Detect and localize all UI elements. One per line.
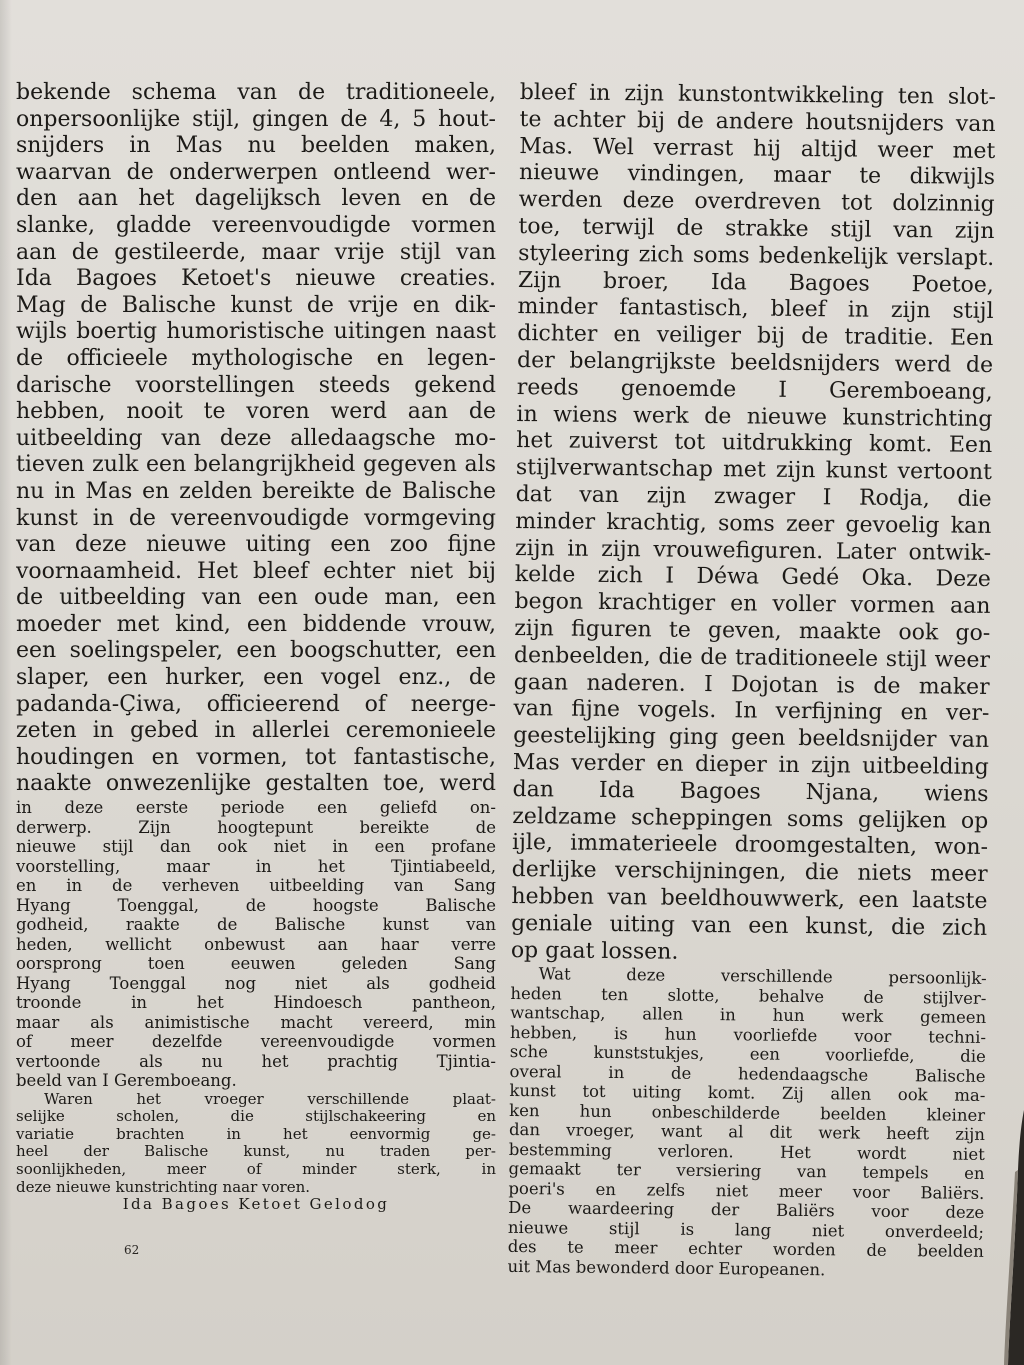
right-text-column: [507, 80, 996, 1281]
text-line: beeld van I Geremboeang.: [16, 1071, 237, 1091]
text-line: ken hun onbeschilderde beelden kleiner: [509, 1100, 986, 1125]
text-line: waarvan de onderwerpen ontleend wer-: [16, 159, 496, 185]
text-line: godheid, raakte de Balische kunst van: [16, 915, 496, 935]
text-line: zeldzame scheppingen soms gelijken op: [512, 803, 989, 834]
text-line: nieuwe vindingen, maar te dikwijls: [518, 160, 996, 191]
text-line: dat van zijn zwager I Rodja, die: [515, 481, 992, 512]
text-line: tieven zulk een belangrijkheid gegeven als: [16, 452, 496, 478]
text-line: bekende schema van de traditioneele,: [16, 80, 496, 105]
text-line: ijle, immaterieele droomgestalten, won-: [511, 830, 989, 861]
text-line: der belangrijkste beeldsnijders werd de: [516, 347, 994, 378]
text-line: derlijke verschijningen, die niets meer: [511, 857, 988, 888]
text-line: wantschap, allen in hun werk gemeen: [510, 1003, 987, 1028]
text-line: toe, terwijl de strakke stijl van zijn: [518, 213, 995, 244]
text-line: Mas verder en dieper in zijn uitbeelding: [512, 749, 989, 780]
text-line: gaan naderen. I Dojotan is de maker: [513, 669, 990, 700]
left-text-column: [16, 80, 496, 1214]
text-line: denbeelden, die de traditioneele stijl weer: [513, 642, 991, 673]
page-number: 62: [124, 1243, 140, 1257]
text-line: aan de gestileerde, maar vrije stijl van: [16, 239, 496, 265]
text-line: begon krachtiger en voller vormen aan: [514, 589, 991, 620]
text-line: oorsprong toen eeuwen geleden Sang: [16, 954, 496, 974]
text-line: en in de verheven uitbeelding van Sang: [16, 876, 496, 896]
text-line: minder fantastisch, bleef in zijn stijl: [517, 294, 994, 325]
text-line: snijders in Mas nu beelden maken,: [16, 133, 496, 159]
text-line: uitbeelding van deze alledaagsche mo-: [16, 425, 496, 451]
text-line: hebben van beeldhouwwerk, een laatste: [511, 883, 988, 914]
text-line: kelde zich I Déwa Gedé Oka. Deze: [514, 562, 991, 593]
text-line: heden, wellicht onbewust aan haar verre: [16, 934, 496, 954]
page-edge-curl: [978, 1110, 1024, 1365]
text-line: slanke, gladde vereenvoudigde vormen: [16, 212, 496, 238]
text-line: De waardeering der Baliërs voor deze: [508, 1198, 985, 1223]
text-line: gemaakt ter versiering van tempels en: [508, 1159, 985, 1184]
text-line: geniale uiting van een kunst, die zich: [511, 910, 988, 941]
text-line: van deze nieuwe uiting een zoo fijne: [16, 532, 496, 558]
text-line: of meer dezelfde vereenvoudigde vormen: [16, 1032, 496, 1052]
text-line: darische voorstellingen steeds gekend: [16, 372, 496, 398]
text-line: padanda-Çiwa, officieerend of neerge-: [16, 691, 496, 717]
text-line: zeten in gebed in allerlei ceremonieele: [16, 718, 496, 744]
text-line: Mas. Wel verrast hij altijd weer met: [519, 133, 996, 164]
text-line: Zijn broer, Ida Bagoes Poetoe,: [517, 267, 995, 298]
text-line: kunst tot uiting komt. Zij allen ook ma-: [509, 1081, 986, 1106]
text-line: kunst in de vereenvoudigde vormgeving: [16, 505, 496, 531]
text-line: de officieele mythologische en legen-: [16, 345, 496, 371]
text-line: de uitbeelding van een oude man, een: [16, 585, 496, 611]
text-line: het zuiverst tot uitdrukking komt. Een: [516, 428, 993, 459]
text-line: dan Ida Bagoes Njana, wiens: [512, 776, 989, 807]
text-line: minder krachtig, soms zeer gevoelig kan: [515, 508, 992, 539]
text-line: werden deze overdreven tot dolzinnig: [518, 187, 995, 218]
text-line: Hyang Toenggal nog niet als godheid: [16, 973, 496, 993]
text-line: overal in de hedendaagsche Balische: [509, 1061, 986, 1086]
text-line: nu in Mas en zelden bereikte de Balische: [16, 478, 496, 504]
caption-line: heel der Balische kunst, nu traden per-: [16, 1143, 496, 1161]
text-line: stijlverwantschap met zijn kunst vertoont: [515, 455, 993, 486]
text-line: naakte onwezenlijke gestalten toe, werd: [16, 771, 496, 797]
caption-line: Waren het vroeger verschillende plaat-: [44, 1090, 496, 1108]
text-line: maar als animistische macht vereerd, min: [16, 1012, 496, 1032]
text-line: van fijne vogels. In verfijning en ver-: [513, 696, 990, 727]
text-line: bestemming verloren. Het wordt niet: [508, 1139, 985, 1164]
text-line: bleef in zijn kunstontwikkeling ten slot-: [519, 80, 996, 110]
text-line: troonde in het Hindoesch pantheon,: [16, 993, 496, 1013]
text-line: houdingen en vormen, tot fantastische,: [16, 744, 496, 770]
text-line: Mag de Balische kunst de vrije en dik-: [16, 292, 496, 318]
caption-line: selijke scholen, die stijlschakeering en: [16, 1108, 496, 1126]
text-line: nieuwe stijl is lang niet onverdeeld;: [507, 1217, 985, 1242]
text-line: hebben, is hun voorliefde voor techni-: [509, 1022, 987, 1047]
text-line: reeds genoemde I Geremboeang,: [516, 374, 993, 405]
text-line: voorstelling, maar in het Tjintiabeeld,: [16, 856, 496, 876]
text-line: een soelingspeler, een boogschutter, een: [16, 638, 496, 664]
text-line: zijn figuren te geven, maakte ook go-: [514, 615, 991, 646]
text-line: uit Mas bewonderd door Europeanen.: [507, 1256, 826, 1280]
caption-line: soonlijkheden, meer of minder sterk, in: [16, 1160, 496, 1178]
text-line: des te meer echter worden de beelden: [507, 1237, 984, 1262]
caption-line: variatie brachten in het eenvormig ge-: [16, 1125, 496, 1143]
text-line: sche kunststukjes, een voorliefde, die: [509, 1042, 986, 1067]
text-line: onpersoonlijke stijl, gingen de 4, 5 hout-: [16, 106, 496, 132]
text-line: voornaamheid. Het bleef echter niet bij: [16, 558, 496, 584]
text-line: hebben, nooit te voren werd aan de: [16, 399, 496, 425]
text-line: geestelijking ging geen beeldsnijder van: [513, 723, 990, 754]
text-line: in wiens werk de nieuwe kunstrichting: [516, 401, 993, 432]
text-line: op gaat lossen.: [510, 937, 679, 965]
caption-line: deze nieuwe kunstrichting naar voren.: [16, 1178, 310, 1196]
text-line: heden ten slotte, behalve de stijlver-: [510, 983, 987, 1008]
text-line: moeder met kind, een biddende vrouw,: [16, 611, 496, 637]
text-line: dichter en veiliger bij de traditie. Een: [517, 321, 994, 352]
text-line: Hyang Toenggal, de hoogste Balische: [16, 895, 496, 915]
text-line: dan vroeger, want al dit werk heeft zijn: [508, 1120, 986, 1145]
text-line: wijls boertig humoristische uitingen naast: [16, 319, 496, 345]
text-line: vertoonde als nu het prachtig Tjintia-: [16, 1051, 496, 1071]
text-line: Wat deze verschillende persoonlijk-: [538, 964, 987, 989]
text-line: styleering zich soms bedenkelijk verslapt.: [518, 240, 995, 271]
text-line: slaper, een hurker, een vogel enz., de: [16, 665, 496, 691]
text-line: zijn in zijn vrouwefiguren. Later ontwik-: [514, 535, 992, 566]
text-line: poeri's en zelfs niet meer voor Baliërs.: [508, 1178, 985, 1203]
caption-name-line: Ida Bagoes Ketoet Gelodog: [122, 1196, 390, 1214]
text-line: derwerp. Zijn hoogtepunt bereikte de: [16, 817, 496, 837]
page-shadow: [0, 0, 12, 1365]
text-line: nieuwe stijl dan ook niet in een profane: [16, 837, 496, 857]
text-line: in deze eerste periode een geliefd on-: [16, 798, 496, 818]
text-line: te achter bij de andere houtsnijders van: [519, 106, 996, 137]
text-line: den aan het dagelijksch leven en de: [16, 186, 496, 212]
text-line: Ida Bagoes Ketoet's nieuwe creaties.: [16, 266, 496, 292]
